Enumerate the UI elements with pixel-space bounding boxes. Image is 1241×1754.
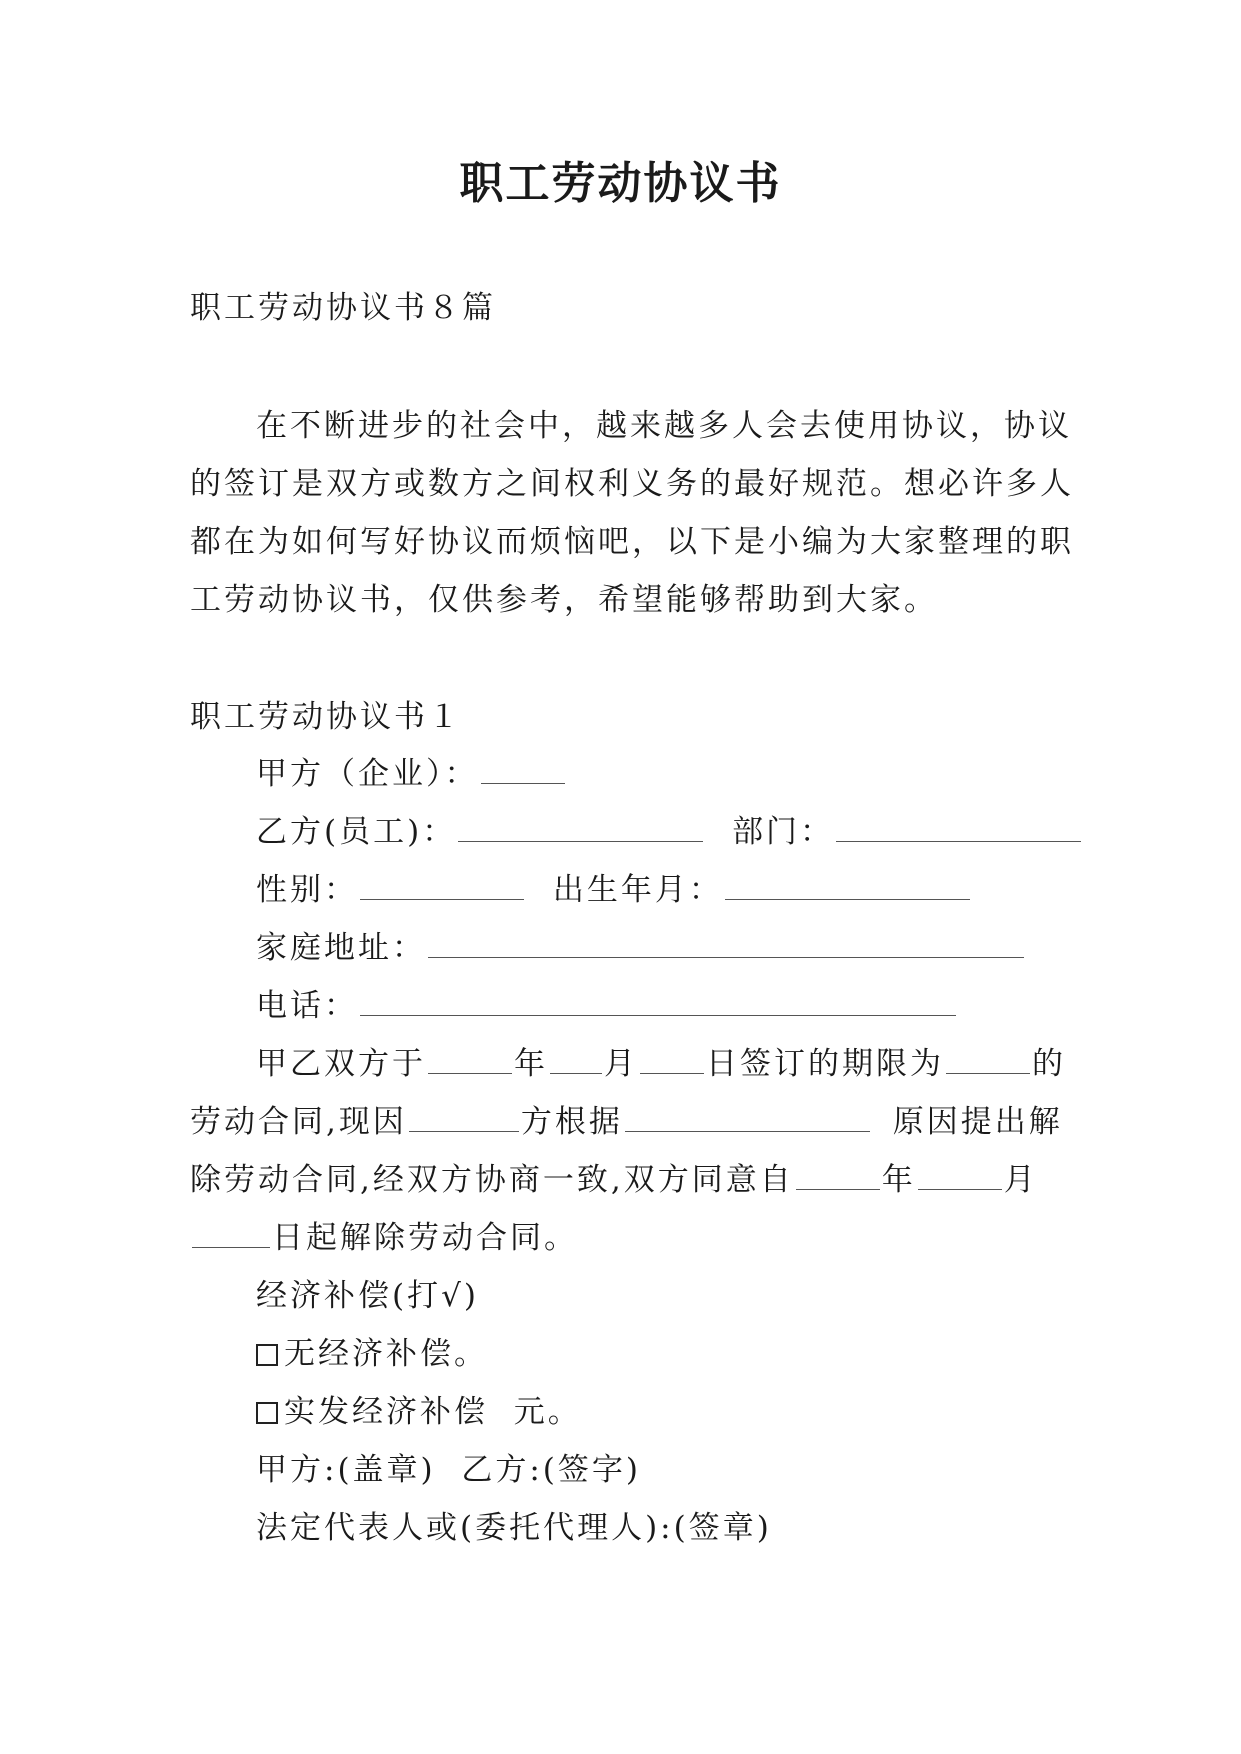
party-b-row	[256, 812, 1083, 852]
contract-line-1	[256, 1044, 1066, 1084]
contract-line-3	[190, 1160, 1038, 1200]
option-label: 无经济补偿。	[284, 1336, 488, 1372]
term-blank[interactable]	[946, 1047, 1030, 1074]
intro-line-2: 的签订是双方或数方之间权利义务的最好规范。想必许多人	[190, 466, 1074, 502]
sign-day-blank[interactable]	[640, 1047, 704, 1074]
birth-label: 出生年月：	[552, 872, 723, 908]
phone-blank[interactable]	[360, 989, 956, 1016]
contract-text: 方根据	[520, 1104, 623, 1140]
party-b-blank[interactable]	[458, 815, 703, 842]
contract-text: 日起解除劳动合同。	[272, 1220, 578, 1256]
intro-line-3: 都在为如何写好协议而烦恼吧，以下是小编为大家整理的职	[190, 524, 1074, 560]
intro-line-1: 在不断进步的社会中，越来越多人会去使用协议，协议	[256, 408, 1072, 444]
option-label: 实发经济补偿 元。	[284, 1394, 582, 1430]
sign-year-blank[interactable]	[428, 1047, 512, 1074]
dept-blank[interactable]	[836, 815, 1081, 842]
gender-label: 性别：	[256, 872, 358, 908]
address-row	[256, 928, 1026, 968]
party-blank[interactable]	[409, 1105, 519, 1132]
gender-row	[256, 870, 972, 910]
signature-line-1: 甲方:(盖章) 乙方:(签字)	[256, 1452, 641, 1488]
compensation-heading: 经济补偿(打√)	[256, 1278, 479, 1314]
contract-text: 的	[1032, 1046, 1066, 1082]
birth-blank[interactable]	[725, 873, 970, 900]
compensation-option-none[interactable]	[256, 1334, 488, 1374]
signature-line-2: 法定代表人或(委托代理人):(签章)	[256, 1510, 772, 1546]
gender-blank[interactable]	[360, 873, 524, 900]
contract-line-2	[190, 1102, 1063, 1142]
contract-text: 除劳动合同,经双方协商一致,双方同意自	[190, 1162, 794, 1198]
party-a-label: 甲方（企业）：	[256, 756, 479, 792]
section-heading: 职工劳动协议书１	[190, 699, 462, 735]
contract-text: 年	[514, 1046, 548, 1082]
end-day-blank[interactable]	[192, 1221, 270, 1248]
contract-text: 月	[1003, 1162, 1038, 1198]
party-b-label: 乙方(员工)：	[256, 814, 457, 850]
address-label: 家庭地址：	[256, 930, 426, 966]
intro-line-4: 工劳动协议书，仅供参考，希望能够帮助到大家。	[190, 582, 938, 618]
phone-label: 电话：	[256, 988, 358, 1024]
end-year-blank[interactable]	[796, 1163, 880, 1190]
party-a-blank[interactable]	[481, 757, 565, 784]
checkbox-icon[interactable]	[256, 1344, 278, 1366]
contract-text: 月	[604, 1046, 638, 1082]
sign-month-blank[interactable]	[550, 1047, 602, 1074]
dept-label: 部门：	[732, 814, 835, 850]
compensation-option-paid[interactable]	[256, 1392, 582, 1432]
reason-blank[interactable]	[625, 1105, 870, 1132]
document-title: 职工劳动协议书	[459, 158, 782, 209]
contract-text: 年	[881, 1162, 916, 1198]
contract-text: 甲乙双方于	[256, 1046, 426, 1082]
document-subtitle: 职工劳动协议书８篇	[190, 290, 496, 326]
end-month-blank[interactable]	[918, 1163, 1002, 1190]
address-blank[interactable]	[428, 931, 1024, 958]
party-a-row	[256, 754, 567, 794]
contract-text: 劳动合同,现因	[190, 1104, 407, 1140]
contract-text: 原因提出解	[892, 1104, 1063, 1140]
checkbox-icon[interactable]	[256, 1402, 278, 1424]
contract-line-4	[190, 1218, 578, 1258]
phone-row	[256, 986, 958, 1026]
contract-text: 日签订的期限为	[706, 1046, 944, 1082]
